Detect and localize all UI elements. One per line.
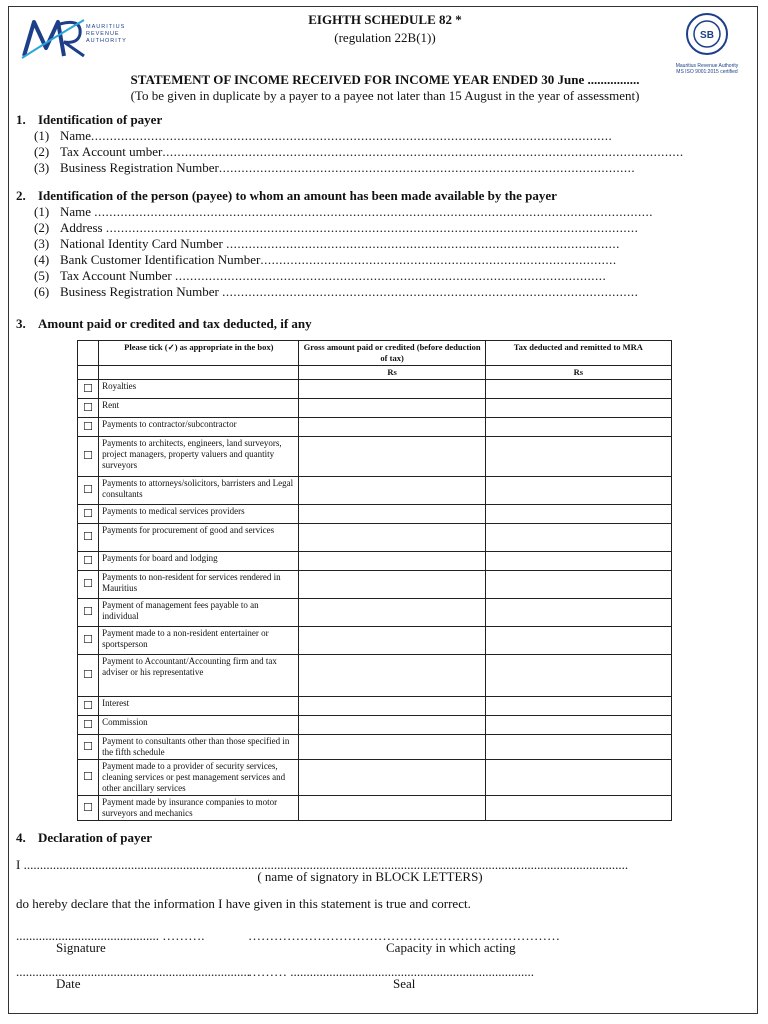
- iso-logo: [668, 12, 746, 78]
- tick-checkbox[interactable]: ☐: [78, 505, 99, 524]
- tick-checkbox[interactable]: ☐: [78, 477, 99, 505]
- regulation-ref: (regulation 22B(1)): [334, 30, 436, 45]
- gross-amount-cell[interactable]: [299, 380, 485, 399]
- fill-line: ...............................................................................................: [260, 252, 617, 267]
- payee-brn-field[interactable]: [34, 284, 638, 300]
- tick-checkbox[interactable]: ☐: [78, 735, 99, 760]
- gross-amount-cell[interactable]: [299, 655, 485, 697]
- gross-amount-cell[interactable]: [299, 796, 485, 821]
- tax-deducted-cell[interactable]: [485, 599, 671, 627]
- table-row: [78, 697, 672, 716]
- tick-checkbox[interactable]: ☐: [78, 380, 99, 399]
- tick-checkbox[interactable]: ☐: [78, 697, 99, 716]
- payer-tax-account-field[interactable]: [34, 144, 684, 160]
- payee-address-field[interactable]: [34, 220, 638, 236]
- payment-type-label: Payments to contractor/subcontractor: [99, 418, 299, 437]
- tick-checkbox[interactable]: ☐: [78, 627, 99, 655]
- item-number: (6): [34, 284, 50, 299]
- seal-line[interactable]: ……… ...........................................................................: [248, 964, 534, 979]
- payment-type-label: Payments to attorneys/solicitors, barristers and Legal consultants: [99, 477, 299, 505]
- table-row: [78, 477, 672, 505]
- section-1-heading: [16, 112, 162, 128]
- gross-amount-cell[interactable]: [299, 571, 485, 599]
- table-row: [78, 505, 672, 524]
- section-title: Identification of payer: [38, 112, 163, 127]
- currency-row: [78, 366, 672, 380]
- field-label: Address: [60, 220, 103, 235]
- gross-amount-cell[interactable]: [299, 735, 485, 760]
- svg-text:SB: SB: [700, 30, 714, 41]
- field-label: Tax Account umber: [60, 144, 163, 159]
- tax-deducted-cell[interactable]: [485, 655, 671, 697]
- gross-amount-cell[interactable]: [299, 697, 485, 716]
- gross-amount-cell[interactable]: [299, 716, 485, 735]
- table-header-row: [78, 341, 672, 366]
- item-number: (5): [34, 268, 50, 283]
- gross-amount-cell[interactable]: [299, 760, 485, 796]
- section-number: 3.: [16, 316, 26, 331]
- currency-gross: Rs: [299, 366, 485, 380]
- tick-checkbox[interactable]: ☐: [78, 437, 99, 477]
- item-number: (3): [34, 236, 50, 251]
- payment-type-label: Royalties: [99, 380, 299, 399]
- tax-deducted-cell[interactable]: [485, 735, 671, 760]
- fill-line: .........................................................................................................: [226, 236, 620, 251]
- field-label: Name: [60, 204, 92, 219]
- fill-line: ..............................................................................................................................................: [105, 220, 639, 235]
- capacity-line[interactable]: ………………………………………………………………: [248, 928, 560, 943]
- table-row: [78, 627, 672, 655]
- tax-deducted-cell[interactable]: [485, 697, 671, 716]
- capacity-label: Capacity in which acting: [386, 940, 516, 955]
- fill-line: .....................................................................................................................................................: [94, 204, 654, 219]
- date-label: Date: [56, 976, 81, 991]
- section-4-heading: [16, 830, 152, 846]
- gross-amount-cell[interactable]: [299, 437, 485, 477]
- table-row: [78, 599, 672, 627]
- section-number: 4.: [16, 830, 26, 845]
- table-row: [78, 524, 672, 552]
- payment-type-label: Payment to consultants other than those specified in the fifth schedule: [99, 735, 299, 760]
- payments-table: [77, 340, 672, 821]
- signatory-name-hint: ( name of signatory in BLOCK LETTERS): [257, 869, 483, 884]
- tax-deducted-cell[interactable]: [485, 418, 671, 437]
- table-row: [78, 399, 672, 418]
- header-tick: Please tick (✓) as appropriate in the box): [99, 341, 299, 366]
- section-title: Amount paid or credited and tax deducted, if any: [38, 316, 312, 331]
- payee-tax-account-field[interactable]: [34, 268, 606, 284]
- payment-type-label: Rent: [99, 399, 299, 418]
- section-3-heading: [16, 316, 312, 332]
- payment-type-label: Payment made to a provider of security services, cleaning services or pest management services and other ancillary services: [99, 760, 299, 796]
- payment-type-label: Payments for board and lodging: [99, 552, 299, 571]
- tax-deducted-cell[interactable]: [485, 505, 671, 524]
- header-blank-cell: [78, 341, 99, 366]
- section-2-heading: [16, 188, 557, 204]
- currency-blank-cell: [78, 366, 99, 380]
- tax-deducted-cell[interactable]: [485, 552, 671, 571]
- item-number: (2): [34, 144, 50, 159]
- statement-subtitle: (To be given in duplicate by a payer to a payee not later than 15 August in the year of assessment): [130, 88, 640, 103]
- header-gross-amount: Gross amount paid or credited (before deduction of tax): [299, 341, 485, 366]
- tax-deducted-cell[interactable]: [485, 571, 671, 599]
- tick-checkbox[interactable]: ☐: [78, 552, 99, 571]
- field-label: Business Registration Number: [60, 160, 219, 175]
- tick-checkbox[interactable]: ☐: [78, 599, 99, 627]
- gross-amount-cell[interactable]: [299, 552, 485, 571]
- payment-type-label: Payment of management fees payable to an individual: [99, 599, 299, 627]
- gross-amount-cell[interactable]: [299, 399, 485, 418]
- tax-deducted-cell[interactable]: [485, 399, 671, 418]
- table-row: [78, 760, 672, 796]
- tick-checkbox[interactable]: ☐: [78, 796, 99, 821]
- seal-label: Seal: [393, 976, 416, 991]
- date-line[interactable]: ........................................................................: [16, 964, 250, 979]
- declaration-text: do hereby declare that the information I have given in this statement is true and correct.: [16, 896, 471, 911]
- payment-type-label: Payments to architects, engineers, land surveyors, project managers, property valuers and quantity surveyors: [99, 437, 299, 477]
- tick-checkbox[interactable]: ☐: [78, 716, 99, 735]
- tick-checkbox[interactable]: ☐: [78, 760, 99, 796]
- tax-deducted-cell[interactable]: [485, 627, 671, 655]
- fill-line: ...............................................................................................................: [218, 160, 636, 175]
- tick-checkbox[interactable]: ☐: [78, 571, 99, 599]
- payment-type-label: Interest: [99, 697, 299, 716]
- section-number: 2.: [16, 188, 26, 203]
- section-number: 1.: [16, 112, 26, 127]
- payment-type-label: Payment to Accountant/Accounting firm and tax adviser or his representative: [99, 655, 299, 697]
- fill-line: ...........................................................................................................................................: [91, 128, 613, 143]
- payment-type-label: Payment made to a non-resident entertainer or sportsperson: [99, 627, 299, 655]
- table-row: [78, 796, 672, 821]
- gross-amount-cell[interactable]: [299, 505, 485, 524]
- payee-nic-field[interactable]: [34, 236, 620, 252]
- table-row: [78, 552, 672, 571]
- currency-tax: Rs: [485, 366, 671, 380]
- statement-title: STATEMENT OF INCOME RECEIVED FOR INCOME YEAR ENDED 30 June ................: [130, 72, 640, 87]
- payment-type-label: Payments for procurement of good and services: [99, 524, 299, 552]
- fill-line: ...................................................................................................................: [174, 268, 607, 283]
- payment-type-label: Commission: [99, 716, 299, 735]
- item-number: (3): [34, 160, 50, 175]
- gross-amount-cell[interactable]: [299, 524, 485, 552]
- field-label: Bank Customer Identification Number: [60, 252, 261, 267]
- tax-deducted-cell[interactable]: [485, 716, 671, 735]
- section-title: Declaration of payer: [38, 830, 153, 845]
- currency-blank-cell: [99, 366, 299, 380]
- item-number: (4): [34, 252, 50, 267]
- field-label: National Identity Card Number: [60, 236, 223, 251]
- fill-line: ...............................................................................................................: [222, 284, 639, 299]
- table-row: [78, 437, 672, 477]
- iso-cert: MS ISO 9001:2015 certified: [676, 69, 738, 75]
- table-row: [78, 571, 672, 599]
- payment-type-label: Payments to medical services providers: [99, 505, 299, 524]
- schedule-title: EIGHTH SCHEDULE 82 *: [308, 12, 462, 27]
- table-row: [78, 716, 672, 735]
- payee-name-field[interactable]: [34, 204, 653, 220]
- header-tax-deducted: Tax deducted and remitted to MRA: [485, 341, 671, 366]
- payer-brn-field[interactable]: [34, 160, 635, 176]
- field-label: Name: [60, 128, 92, 143]
- table-row: [78, 655, 672, 697]
- tick-checkbox[interactable]: ☐: [78, 655, 99, 697]
- iso-seal-icon: [668, 12, 746, 58]
- signature-label: Signature: [56, 940, 106, 955]
- tax-deducted-cell[interactable]: [485, 380, 671, 399]
- gross-amount-cell[interactable]: [299, 599, 485, 627]
- payment-type-label: Payments to non-resident for services rendered in Mauritius: [99, 571, 299, 599]
- tax-deducted-cell[interactable]: [485, 477, 671, 505]
- payer-name-field[interactable]: [34, 128, 612, 144]
- field-label: Business Registration Number: [60, 284, 219, 299]
- gross-amount-cell[interactable]: [299, 477, 485, 505]
- signatory-name-line[interactable]: I ..........................................................................................................................................................................................: [16, 857, 629, 872]
- gross-amount-cell[interactable]: [299, 418, 485, 437]
- iso-org: Mauritius Revenue Authority: [675, 63, 739, 69]
- tax-deducted-cell[interactable]: [485, 524, 671, 552]
- item-number: (1): [34, 204, 50, 219]
- payee-bank-id-field[interactable]: [34, 252, 617, 268]
- section-title: Identification of the person (payee) to whom an amount has been made available by the payer: [38, 188, 557, 203]
- signature-line[interactable]: ............................................ ……….: [16, 928, 205, 943]
- tick-checkbox[interactable]: ☐: [78, 399, 99, 418]
- item-number: (2): [34, 220, 50, 235]
- tax-deducted-cell[interactable]: [485, 437, 671, 477]
- tick-checkbox[interactable]: ☐: [78, 524, 99, 552]
- tick-checkbox[interactable]: ☐: [78, 418, 99, 437]
- tax-deducted-cell[interactable]: [485, 760, 671, 796]
- field-label: Tax Account Number: [60, 268, 172, 283]
- mra-logo-text: MAURITIUS REVENUE AUTHORITY: [86, 24, 127, 44]
- table-row: [78, 418, 672, 437]
- tax-deducted-cell[interactable]: [485, 796, 671, 821]
- table-row: [78, 735, 672, 760]
- item-number: (1): [34, 128, 50, 143]
- fill-line: ...........................................................................................................................................: [162, 144, 684, 159]
- gross-amount-cell[interactable]: [299, 627, 485, 655]
- table-row: [78, 380, 672, 399]
- payment-type-label: Payment made by insurance companies to motor surveyors and mechanics: [99, 796, 299, 821]
- mra-logo: [20, 14, 125, 62]
